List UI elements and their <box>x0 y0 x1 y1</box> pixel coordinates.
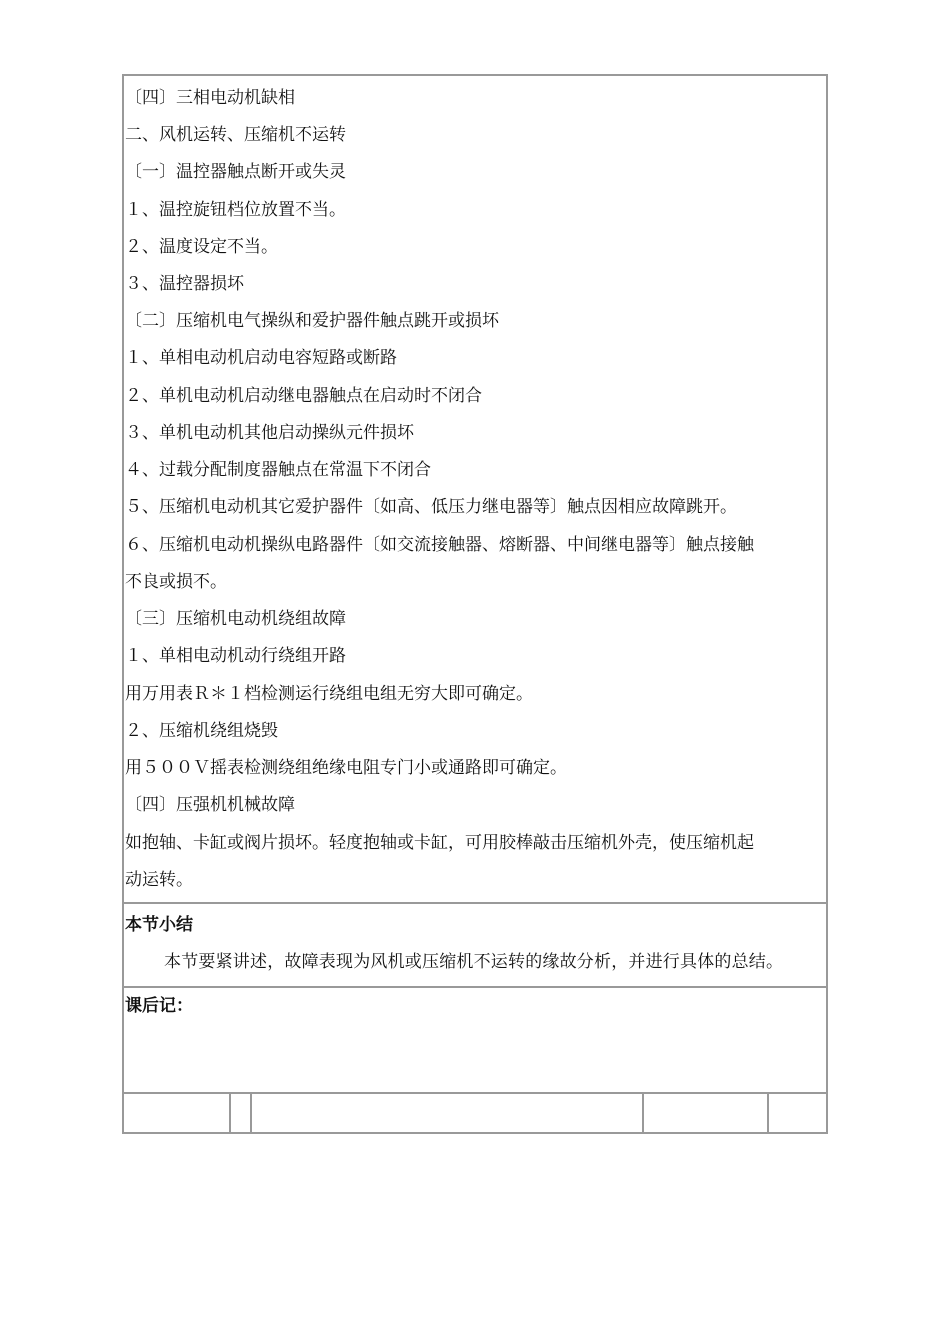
footer-cell <box>252 1094 644 1132</box>
content-line: ２、单机电动机启动继电器触点在启动时不闭合 <box>125 386 482 406</box>
content-line: 用万用表Ｒ＊１档检测运行绕组电组无穷大即可确定。 <box>125 684 533 704</box>
content-line: 〔三〕压缩机电动机绕组故障 <box>125 609 346 629</box>
document-table <box>122 74 828 1134</box>
summary-text: 本节要紧讲述，故障表现为风机或压缩机不运转的缘故分析，并进行具体的总结。 <box>164 952 784 972</box>
content-line: ４、过载分配制度器触点在常温下不闭合 <box>125 460 431 480</box>
content-line: ６、压缩机电动机操纵电路器件〔如交流接触器、熔断器、中间继电器等〕触点接触 <box>125 535 754 555</box>
footer-cell <box>124 1094 231 1132</box>
footer-cell <box>769 1094 826 1132</box>
content-line: 用５００Ｖ摇表检测绕组绝缘电阻专门小或通路即可确定。 <box>125 758 567 778</box>
content-line: ３、温控器损坏 <box>125 274 244 294</box>
content-line: 〔一〕温控器触点断开或失灵 <box>125 162 346 182</box>
content-line: 如抱轴、卡缸或阀片损坏。轻度抱轴或卡缸，可用胶棒敲击压缩机外壳，使压缩机起 <box>125 833 754 853</box>
content-line: 〔四〕三相电动机缺相 <box>125 88 295 108</box>
footer-row <box>122 1092 828 1134</box>
content-line: ５、压缩机电动机其它爱护器件〔如高、低压力继电器等〕触点因相应故障跳开。 <box>125 497 737 517</box>
content-line: 不良或损不。 <box>125 572 227 592</box>
content-cell <box>122 74 828 902</box>
content-line: １、温控旋钮档位放置不当。 <box>125 200 346 220</box>
content-line: ２、压缩机绕组烧毁 <box>125 721 278 741</box>
content-line: 二、风机运转、压缩机不运转 <box>125 125 346 145</box>
footer-cell <box>644 1094 769 1132</box>
content-line: 〔二〕压缩机电气操纵和爱护器件触点跳开或损坏 <box>125 311 499 331</box>
after-class-heading: 课后记： <box>125 996 193 1016</box>
footer-cell <box>231 1094 252 1132</box>
content-line: 动运转。 <box>125 870 193 890</box>
content-line: １、单相电动机动行绕组开路 <box>125 646 346 666</box>
content-line: １、单相电动机启动电容短路或断路 <box>125 348 397 368</box>
summary-cell <box>122 902 828 986</box>
content-line: ２、温度设定不当。 <box>125 237 278 257</box>
content-line: 〔四〕压强机机械故障 <box>125 795 295 815</box>
content-line: ３、单机电动机其他启动操纵元件损坏 <box>125 423 414 443</box>
summary-heading: 本节小结 <box>125 915 193 935</box>
after-class-cell <box>122 986 828 1092</box>
